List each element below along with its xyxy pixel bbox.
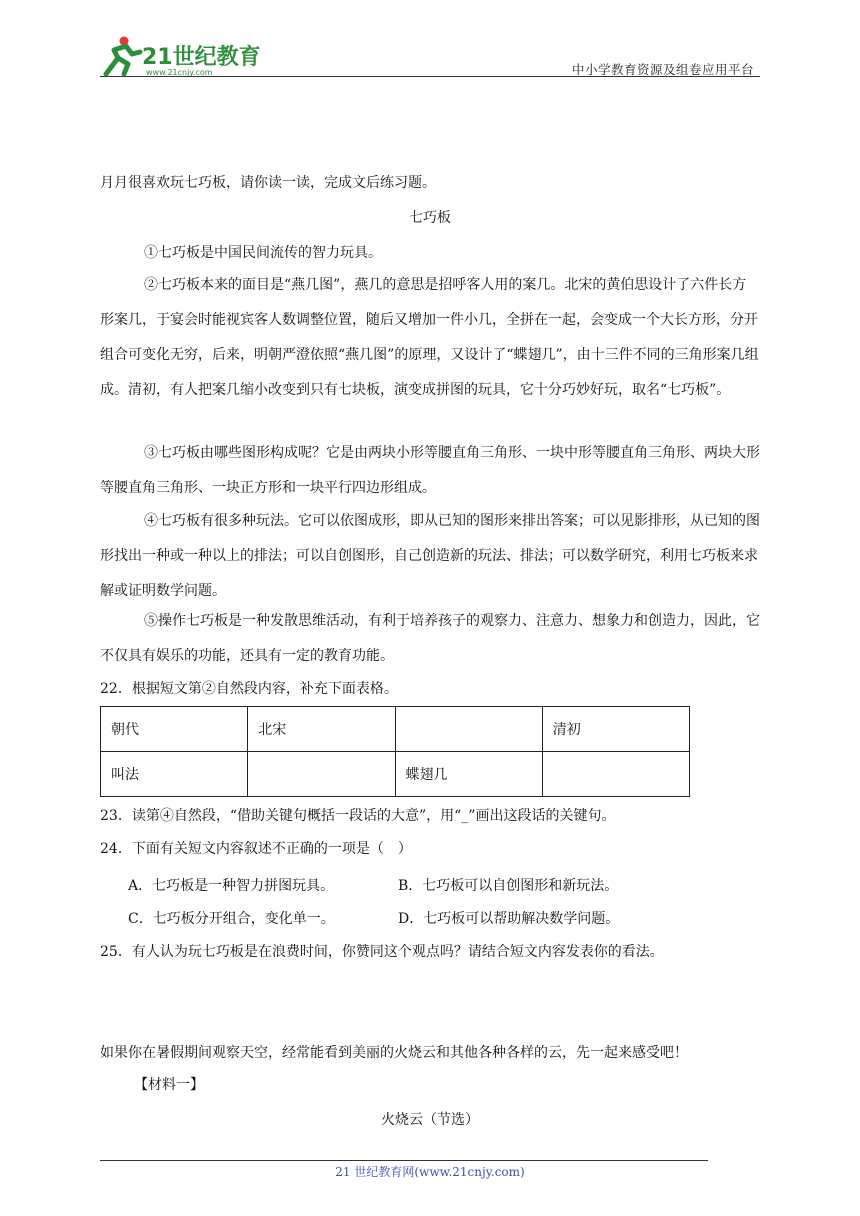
table-cell-blank[interactable] — [395, 707, 542, 752]
article-paragraph-1: ①七巧板是中国民间流传的智力玩具。 — [144, 245, 382, 261]
header-tagline: 中小学教育资源及组卷应用平台 — [571, 62, 754, 77]
header-divider — [100, 76, 760, 77]
article-title: 七巧板 — [409, 210, 451, 226]
table-cell: 蝶翅几 — [395, 752, 542, 797]
table-cell-blank[interactable] — [248, 752, 395, 797]
article-paragraph-3: ③七巧板由哪些图形构成呢？它是由两块小形等腰直角三角形、一块中形等腰直角三角形、两块大形等腰直角三角形、一块正方形和一块平行四边形组成。 — [100, 445, 760, 496]
option-d[interactable]: D．七巧板可以帮助解决数学问题。 — [398, 911, 620, 927]
table-row — [101, 707, 690, 752]
intro-text: 月月很喜欢玩七巧板，请你读一读，完成文后练习题。 — [100, 175, 436, 191]
logo-url: www.21cnjy.com — [146, 68, 213, 77]
table-cell: 北宋 — [248, 707, 395, 752]
table-cell: 清初 — [542, 707, 689, 752]
runner-icon — [106, 37, 140, 75]
material-label: 【材料一】 — [134, 1077, 204, 1093]
fill-in-table — [100, 706, 690, 797]
table-cell: 叫法 — [101, 752, 248, 797]
section2-intro: 如果你在暑假期间观察天空，经常能看到美丽的火烧云和其他各种各样的云，先一起来感受吧！ — [100, 1045, 688, 1061]
site-logo — [96, 34, 266, 78]
footer-text: 21 世纪教育网(www.21cnjy.com) — [335, 1165, 525, 1179]
option-a[interactable]: A．七巧板是一种智力拼图玩具。 — [128, 878, 335, 894]
table-cell-blank[interactable] — [542, 752, 689, 797]
article-paragraph-2: ②七巧板本来的面目是“燕几图”，燕几的意思是招呼客人用的案几。北宋的黄伯思设计了六件长方形案几，于宴会时能视宾客人数调整位置，随后又增加一件小几，全拼在一起，会变成一个大长方形，分开组合可变化无穷，后来，明朝严澄依照“燕几图”的原理，又设计了“蝶翅几”，由十三件不同的三角形案几组成。清初，有人把案几缩小改变到只有七块板，演变成拼图的玩具，它十分巧妙好玩，取名“七巧板”。 — [100, 277, 759, 398]
article-paragraph-4: ④七巧板有很多种玩法。它可以依图成形，即从已知的图形来排出答案；可以见影排形，从已知的图形找出一种或一种以上的排法；可以自创图形，自己创造新的玩法、排法；可以数学研究，利用七巧板来求解或证明数学问题。 — [100, 513, 760, 599]
footer-divider — [100, 1160, 708, 1161]
table-row — [101, 752, 690, 797]
table-cell: 朝代 — [101, 707, 248, 752]
material-title: 火烧云（节选） — [381, 1112, 479, 1128]
option-b[interactable]: B．七巧板可以自创图形和新玩法。 — [398, 878, 619, 894]
option-c[interactable]: C．七巧板分开组合，变化单一。 — [128, 911, 335, 927]
question-22: 22．根据短文第②自然段内容，补充下面表格。 — [100, 681, 398, 697]
question-25: 25．有人认为玩七巧板是在浪费时间，你赞同这个观点吗？请结合短文内容发表你的看法。 — [100, 944, 664, 960]
article-paragraph-5: ⑤操作七巧板是一种发散思维活动，有利于培养孩子的观察力、注意力、想象力和创造力，因此，它不仅具有娱乐的功能，还具有一定的教育功能。 — [100, 613, 760, 664]
logo-text: 21世纪教育 — [142, 45, 261, 70]
question-23: 23．读第④自然段，“借助关键句概括一段话的大意”，用“_”画出这段话的关键句。 — [100, 808, 616, 824]
question-24: 24．下面有关短文内容叙述不正确的一项是（ ） — [100, 841, 412, 857]
